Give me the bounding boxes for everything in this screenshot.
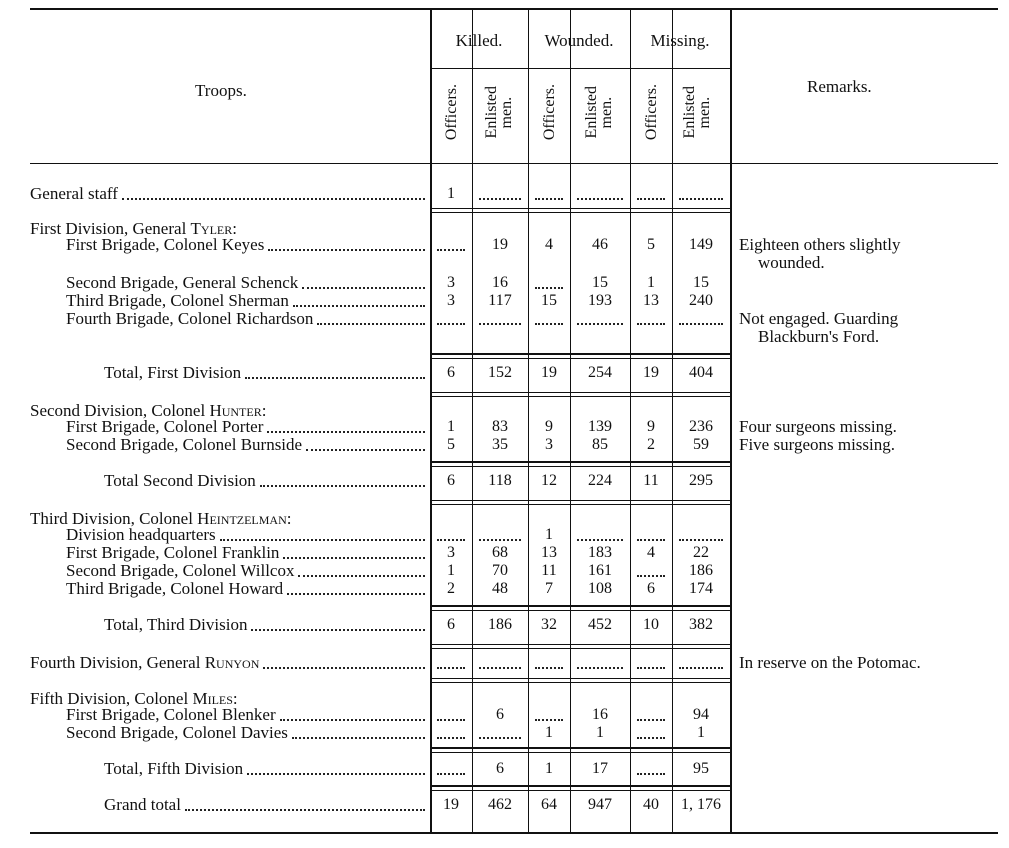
dotted-leader (293, 305, 425, 307)
row-label (66, 544, 279, 561)
row-label (30, 185, 118, 202)
row-label (66, 418, 263, 435)
empty-cell-dots (679, 539, 723, 541)
section-double-rule (430, 354, 730, 355)
cell-value: 3 (447, 292, 455, 309)
empty-cell-dots (437, 719, 465, 721)
dotted-leader (317, 323, 425, 325)
empty-cell-dots (577, 539, 623, 541)
empty-cell-dots (637, 719, 665, 721)
cell-value: 48 (492, 580, 508, 597)
empty-cell-dots (437, 737, 465, 739)
commander-name: Miles (192, 689, 233, 708)
officers-label: Officers. (540, 83, 558, 141)
label-text: Third Division, Colonel (30, 509, 198, 528)
cell-value: 183 (588, 544, 612, 561)
empty-cell-dots (535, 323, 563, 325)
enlisted-subheader (681, 64, 713, 160)
enlisted-label: Enlisted men. (583, 85, 615, 139)
remark-text: Eighteen others slightly (739, 235, 901, 254)
group-header-missing: Missing. (650, 31, 710, 50)
cell-value: 295 (689, 472, 713, 489)
cell-value: 19 (643, 364, 659, 381)
total-rule (430, 747, 730, 748)
row-label (66, 236, 264, 253)
cell-value: 1 (545, 724, 553, 741)
label-text: First Brigade, Colonel Porter (66, 417, 264, 436)
cell-value: 95 (693, 760, 709, 777)
cell-value: 1 (545, 760, 553, 777)
cell-value: 6 (447, 472, 455, 489)
empty-cell-dots (479, 198, 521, 200)
label-suffix: : (232, 689, 238, 708)
label-text: Second Brigade, General Schenck (66, 273, 299, 292)
cell-value: 382 (689, 616, 713, 633)
empty-cell-dots (437, 323, 465, 325)
cell-value: 3 (545, 436, 553, 453)
row-label (66, 724, 288, 741)
empty-cell-dots (637, 539, 665, 541)
label-text: First Division, General (30, 219, 191, 238)
cell-value: 404 (689, 364, 713, 381)
cell-value: 12 (541, 472, 557, 489)
total-label (104, 616, 247, 633)
remark-text: Five surgeons missing. (739, 435, 896, 454)
empty-cell-dots (577, 198, 623, 200)
label-text: Second Division, Colonel (30, 401, 210, 420)
cell-value: 452 (588, 616, 612, 633)
total-label (104, 796, 181, 813)
commander-name: Runyon (204, 653, 260, 672)
total-label (104, 472, 256, 489)
label-text: First Brigade, Colonel Keyes (66, 235, 265, 254)
cell-value: 1 (447, 418, 455, 435)
cell-value: 462 (488, 796, 512, 813)
dotted-leader (298, 575, 425, 577)
cell-value: 4 (545, 236, 553, 253)
label-text: Fourth Division, General (30, 653, 205, 672)
cell-value: 1 (447, 185, 455, 202)
cell-value: 10 (643, 616, 659, 633)
cell-value: 6 (647, 580, 655, 597)
label-suffix: : (261, 401, 267, 420)
cell-value: 17 (592, 760, 608, 777)
empty-cell-dots (535, 667, 563, 669)
empty-cell-dots (637, 198, 665, 200)
cell-value: 117 (488, 292, 512, 309)
total-label (104, 364, 241, 381)
cell-value: 236 (689, 418, 713, 435)
dotted-leader (280, 719, 425, 721)
section-double-rule (430, 504, 730, 505)
cell-value: 11 (643, 472, 659, 489)
enlisted-subheader (483, 64, 515, 160)
cell-value: 9 (545, 418, 553, 435)
officers-label: Officers. (442, 83, 460, 141)
header-bottom-rule (30, 163, 998, 164)
remark-text: In reserve on the Potomac. (739, 653, 921, 672)
cell-value: 1 (545, 526, 553, 543)
section-double-rule (430, 678, 730, 679)
label-text: Total, Third Division (104, 615, 248, 634)
dotted-leader (267, 431, 425, 433)
officers-label: Officers. (642, 83, 660, 141)
section-double-rule (430, 682, 730, 683)
cell-value: 6 (447, 616, 455, 633)
total-rule (430, 461, 730, 462)
label-text: First Brigade, Colonel Blenker (66, 705, 276, 724)
label-suffix: : (286, 509, 292, 528)
dotted-leader (263, 667, 425, 669)
label-text: Grand total (104, 795, 181, 814)
section-double-rule (430, 748, 730, 749)
row-label (30, 654, 259, 671)
row-label (66, 580, 283, 597)
cell-value: 1, 176 (681, 796, 721, 813)
label-text: Total, Fifth Division (104, 759, 244, 778)
cell-value: 13 (541, 544, 557, 561)
cell-value: 161 (588, 562, 612, 579)
cell-value: 94 (693, 706, 709, 723)
empty-cell-dots (577, 323, 623, 325)
cell-value: 1 (697, 724, 705, 741)
row-label (66, 526, 216, 543)
dotted-leader (292, 737, 425, 739)
empty-cell-dots (479, 737, 521, 739)
cell-value: 1 (647, 274, 655, 291)
label-text: Third Brigade, Colonel Sherman (66, 291, 289, 310)
dotted-leader (245, 377, 425, 379)
cell-value: 4 (647, 544, 655, 561)
cell-value: 15 (592, 274, 608, 291)
enlisted-subheader (583, 64, 615, 160)
cell-value: 1 (447, 562, 455, 579)
empty-cell-dots (679, 323, 723, 325)
empty-cell-dots (437, 249, 465, 251)
section-double-rule (430, 392, 730, 393)
cell-value: 11 (541, 562, 557, 579)
cell-value: 240 (689, 292, 713, 309)
cell-value: 186 (689, 562, 713, 579)
empty-cell-dots (535, 198, 563, 200)
cell-value: 85 (592, 436, 608, 453)
total-rule (430, 785, 730, 786)
cell-value: 186 (488, 616, 512, 633)
enlisted-label: Enlisted men. (483, 85, 515, 139)
dotted-leader (283, 557, 425, 559)
commander-name: Tyler (190, 219, 233, 238)
dotted-leader (260, 485, 425, 487)
cell-value: 13 (643, 292, 659, 309)
label-text: Second Brigade, Colonel Willcox (66, 561, 295, 580)
cell-value: 35 (492, 436, 508, 453)
dotted-leader (220, 539, 425, 541)
label-suffix: : (232, 219, 237, 238)
officers-subheader (638, 64, 664, 160)
dotted-leader (251, 629, 425, 631)
label-text: Second Brigade, Colonel Burnside (66, 435, 303, 454)
empty-cell-dots (577, 667, 623, 669)
section-double-rule (430, 610, 730, 611)
row-label (66, 310, 313, 327)
empty-cell-dots (535, 287, 563, 289)
section-double-rule (430, 208, 730, 209)
section-double-rule (430, 466, 730, 467)
commander-name: Hunter (209, 401, 262, 420)
cell-value: 193 (588, 292, 612, 309)
cell-value: 254 (588, 364, 612, 381)
dotted-leader (306, 449, 425, 451)
empty-cell-dots (637, 773, 665, 775)
cell-value: 2 (647, 436, 655, 453)
cell-value: 139 (588, 418, 612, 435)
cell-value: 16 (592, 706, 608, 723)
empty-cell-dots (637, 323, 665, 325)
cell-value: 5 (447, 436, 455, 453)
empty-cell-dots (479, 667, 521, 669)
cell-value: 59 (693, 436, 709, 453)
remark-text-continued: wounded. (758, 253, 825, 272)
cell-value: 152 (488, 364, 512, 381)
cell-value: 15 (693, 274, 709, 291)
commander-name: Heintzelman (197, 509, 287, 528)
group-header-killed: Killed. (455, 31, 503, 50)
cell-value: 46 (592, 236, 608, 253)
total-rule (430, 605, 730, 606)
total-label (104, 760, 243, 777)
officers-subheader (536, 64, 562, 160)
cell-value: 2 (447, 580, 455, 597)
empty-cell-dots (637, 667, 665, 669)
cell-value: 1 (596, 724, 604, 741)
troops-header: Troops. (195, 81, 247, 100)
cell-value: 64 (541, 796, 557, 813)
cell-value: 19 (492, 236, 508, 253)
group-header-wounded: Wounded. (544, 31, 614, 50)
section-double-rule (430, 396, 730, 397)
cell-value: 174 (689, 580, 713, 597)
cell-value: 149 (689, 236, 713, 253)
remark-text: Four surgeons missing. (739, 417, 897, 436)
label-text: Total Second Division (104, 471, 256, 490)
section-double-rule (430, 648, 730, 649)
empty-cell-dots (637, 737, 665, 739)
cell-value: 16 (492, 274, 508, 291)
cell-value: 3 (447, 544, 455, 561)
row-label (66, 706, 276, 723)
empty-cell-dots (479, 539, 521, 541)
label-text: Fifth Division, Colonel (30, 689, 193, 708)
remarks-header: Remarks. (807, 77, 872, 96)
empty-cell-dots (437, 539, 465, 541)
enlisted-label: Enlisted men. (681, 85, 713, 139)
row-label (66, 562, 294, 579)
row-label (66, 436, 302, 453)
dotted-leader (122, 198, 425, 200)
label-text: Third Brigade, Colonel Howard (66, 579, 284, 598)
cell-value: 118 (488, 472, 512, 489)
empty-cell-dots (437, 773, 465, 775)
empty-cell-dots (479, 323, 521, 325)
cell-value: 83 (492, 418, 508, 435)
cell-value: 19 (443, 796, 459, 813)
cell-value: 22 (693, 544, 709, 561)
row-label (66, 292, 289, 309)
empty-cell-dots (679, 667, 723, 669)
label-text: First Brigade, Colonel Franklin (66, 543, 280, 562)
bottom-rule (30, 832, 998, 834)
cell-value: 108 (588, 580, 612, 597)
dotted-leader (247, 773, 425, 775)
cell-value: 947 (588, 796, 612, 813)
section-double-rule (430, 752, 730, 753)
empty-cell-dots (535, 719, 563, 721)
cell-value: 6 (496, 760, 504, 777)
cell-value: 40 (643, 796, 659, 813)
cell-value: 6 (447, 364, 455, 381)
column-rule (730, 8, 732, 832)
label-text: Second Brigade, Colonel Davies (66, 723, 288, 742)
officers-subheader (438, 64, 464, 160)
dotted-leader (302, 287, 425, 289)
label-text: Division headquarters (66, 525, 216, 544)
cell-value: 7 (545, 580, 553, 597)
cell-value: 32 (541, 616, 557, 633)
remark-text: Not engaged. Guarding (739, 309, 899, 328)
cell-value: 70 (492, 562, 508, 579)
empty-cell-dots (637, 575, 665, 577)
label-text: General staff (30, 184, 118, 203)
top-rule (30, 8, 998, 10)
cell-value: 19 (541, 364, 557, 381)
empty-cell-dots (679, 198, 723, 200)
dotted-leader (268, 249, 425, 251)
section-double-rule (430, 790, 730, 791)
cell-value: 68 (492, 544, 508, 561)
section-double-rule (430, 212, 730, 213)
cell-value: 5 (647, 236, 655, 253)
label-text: Fourth Brigade, Colonel Richardson (66, 309, 314, 328)
row-label (66, 274, 298, 291)
cell-value: 224 (588, 472, 612, 489)
section-double-rule (430, 786, 730, 787)
section-double-rule (430, 606, 730, 607)
dotted-leader (287, 593, 425, 595)
empty-cell-dots (437, 667, 465, 669)
section-double-rule (430, 500, 730, 501)
dotted-leader (185, 809, 425, 811)
cell-value: 6 (496, 706, 504, 723)
remark-text-continued: Blackburn's Ford. (758, 327, 880, 346)
cell-value: 3 (447, 274, 455, 291)
cell-value: 15 (541, 292, 557, 309)
section-double-rule (430, 644, 730, 645)
section-double-rule (430, 358, 730, 359)
section-double-rule (430, 462, 730, 463)
label-text: Total, First Division (104, 363, 242, 382)
cell-value: 9 (647, 418, 655, 435)
total-rule (430, 353, 730, 354)
